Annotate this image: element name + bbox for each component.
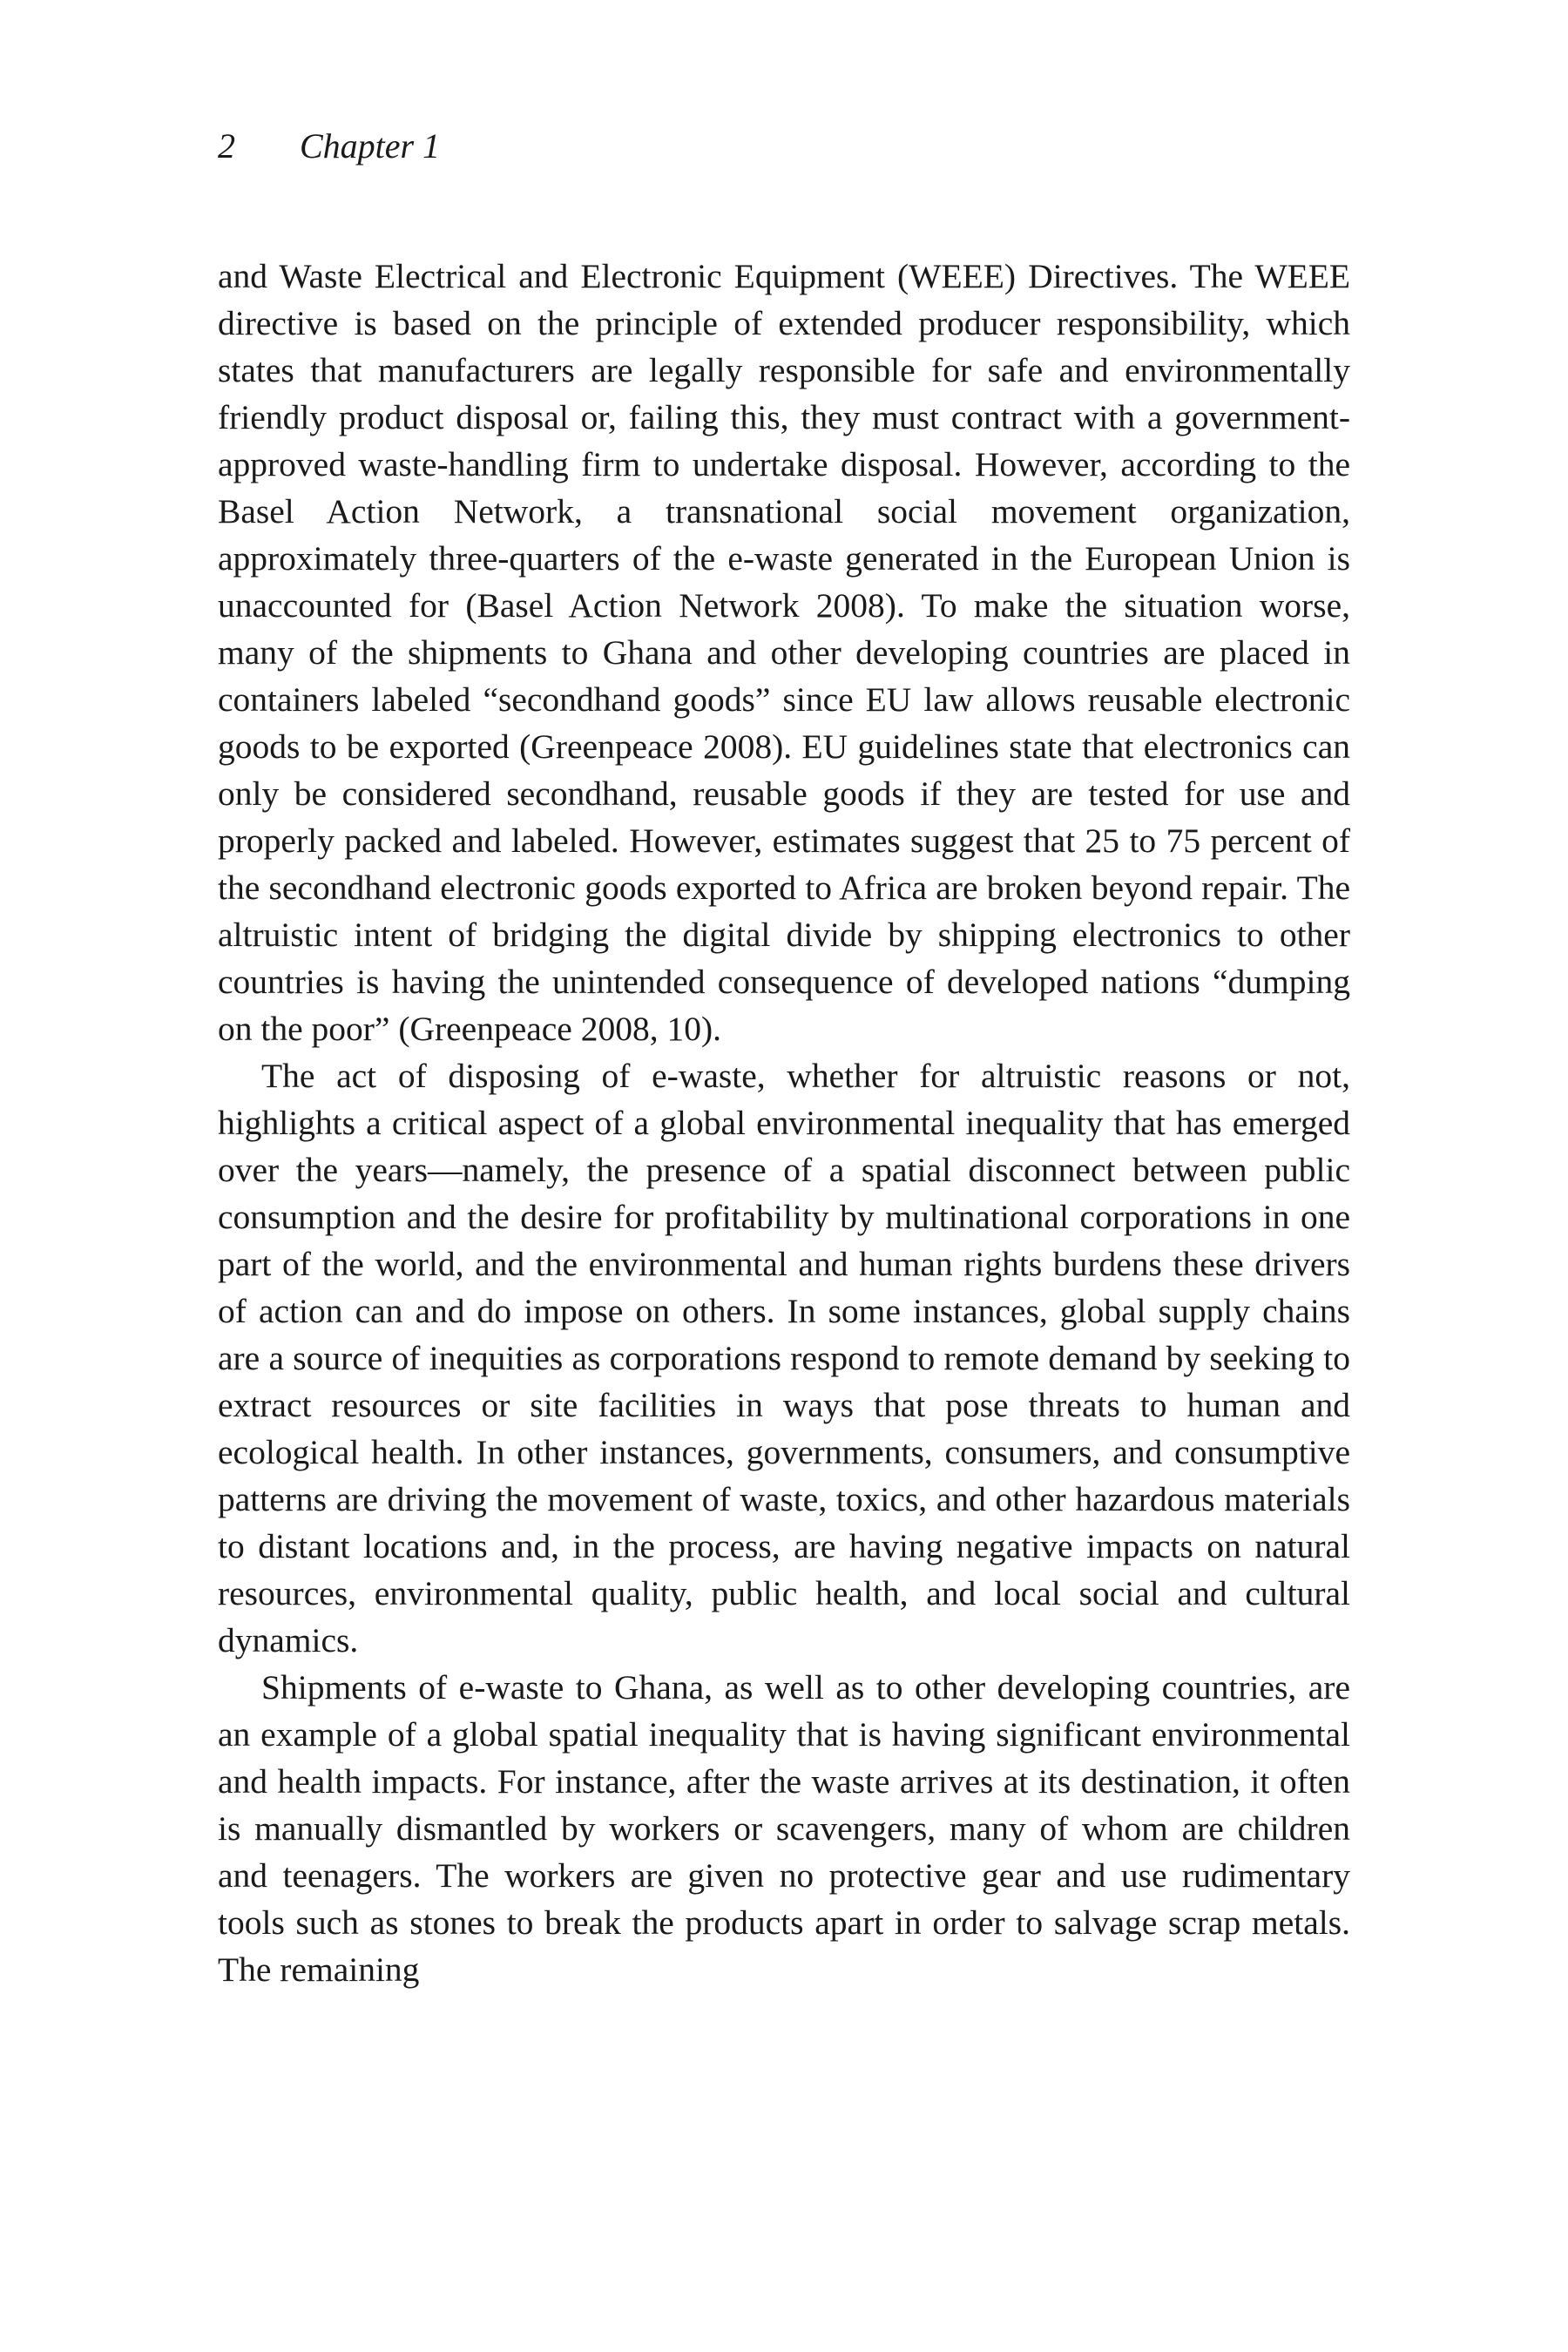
paragraph-3: Shipments of e-waste to Ghana, as well as to other developing countries, are an example of a global spatial inequality that is having significant environmental and health impacts. For instance, after the waste arrives at its destination, it often is manually dismantled by workers or scavengers, many of whom are children and teenagers. The workers are given no protective gear and use rudimentary tools such as stones to break the products apart in order to salvage scrap metals. The remaining	[218, 1668, 1350, 1989]
body-text	[218, 253, 1350, 1993]
running-head	[218, 120, 440, 172]
chapter-title: Chapter 1	[300, 126, 441, 166]
paragraph-2: The act of disposing of e-waste, whether for altruistic reasons or not, highlights a critical aspect of a global environmental inequality that has emerged over the years—namely, the presence of a spatial disconnect between public consumption and the desire for profitability by multinational corporations in one part of the world, and the environmental and human rights burdens these drivers of action can and do impose on others. In some instances, global supply chains are a source of inequities as corporations respond to remote demand by seeking to extract resources or site facilities in ways that pose threats to human and ecological health. In other instances, governments, consumers, and consumptive patterns are driving the movement of waste, toxics, and other hazardous materials to distant locations and, in the process, are having negative impacts on natural resources, environmental quality, public health, and local social and cultural dynamics.	[218, 1057, 1350, 1659]
page-number: 2	[218, 126, 235, 166]
paragraph-1: and Waste Electrical and Electronic Equipment (WEEE) Directives. The WEEE directive is based on the principle of extended producer responsibility, which states that manufacturers are legally responsible for safe and environmentally friendly product disposal or, failing this, they must contract with a government-approved waste-handling firm to undertake disposal. However, according to the Basel Action Network, a transnational social movement organization, approximately three-quarters of the e-waste generated in the European Union is unaccounted for (Basel Action Network 2008). To make the situation worse, many of the shipments to Ghana and other developing countries are placed in containers labeled “secondhand goods” since EU law allows reusable electronic goods to be exported (Greenpeace 2008). EU guidelines state that electronics can only be considered secondhand, reusable goods if they are tested for use and properly packed and labeled. However, estimates suggest that 25 to 75 percent of the secondhand electronic goods exported to Africa are broken beyond repair. The altruistic intent of bridging the digital divide by shipping electronics to other countries is having the unintended consequence of developed nations “dumping on the poor” (Greenpeace 2008, 10).	[218, 257, 1350, 1048]
